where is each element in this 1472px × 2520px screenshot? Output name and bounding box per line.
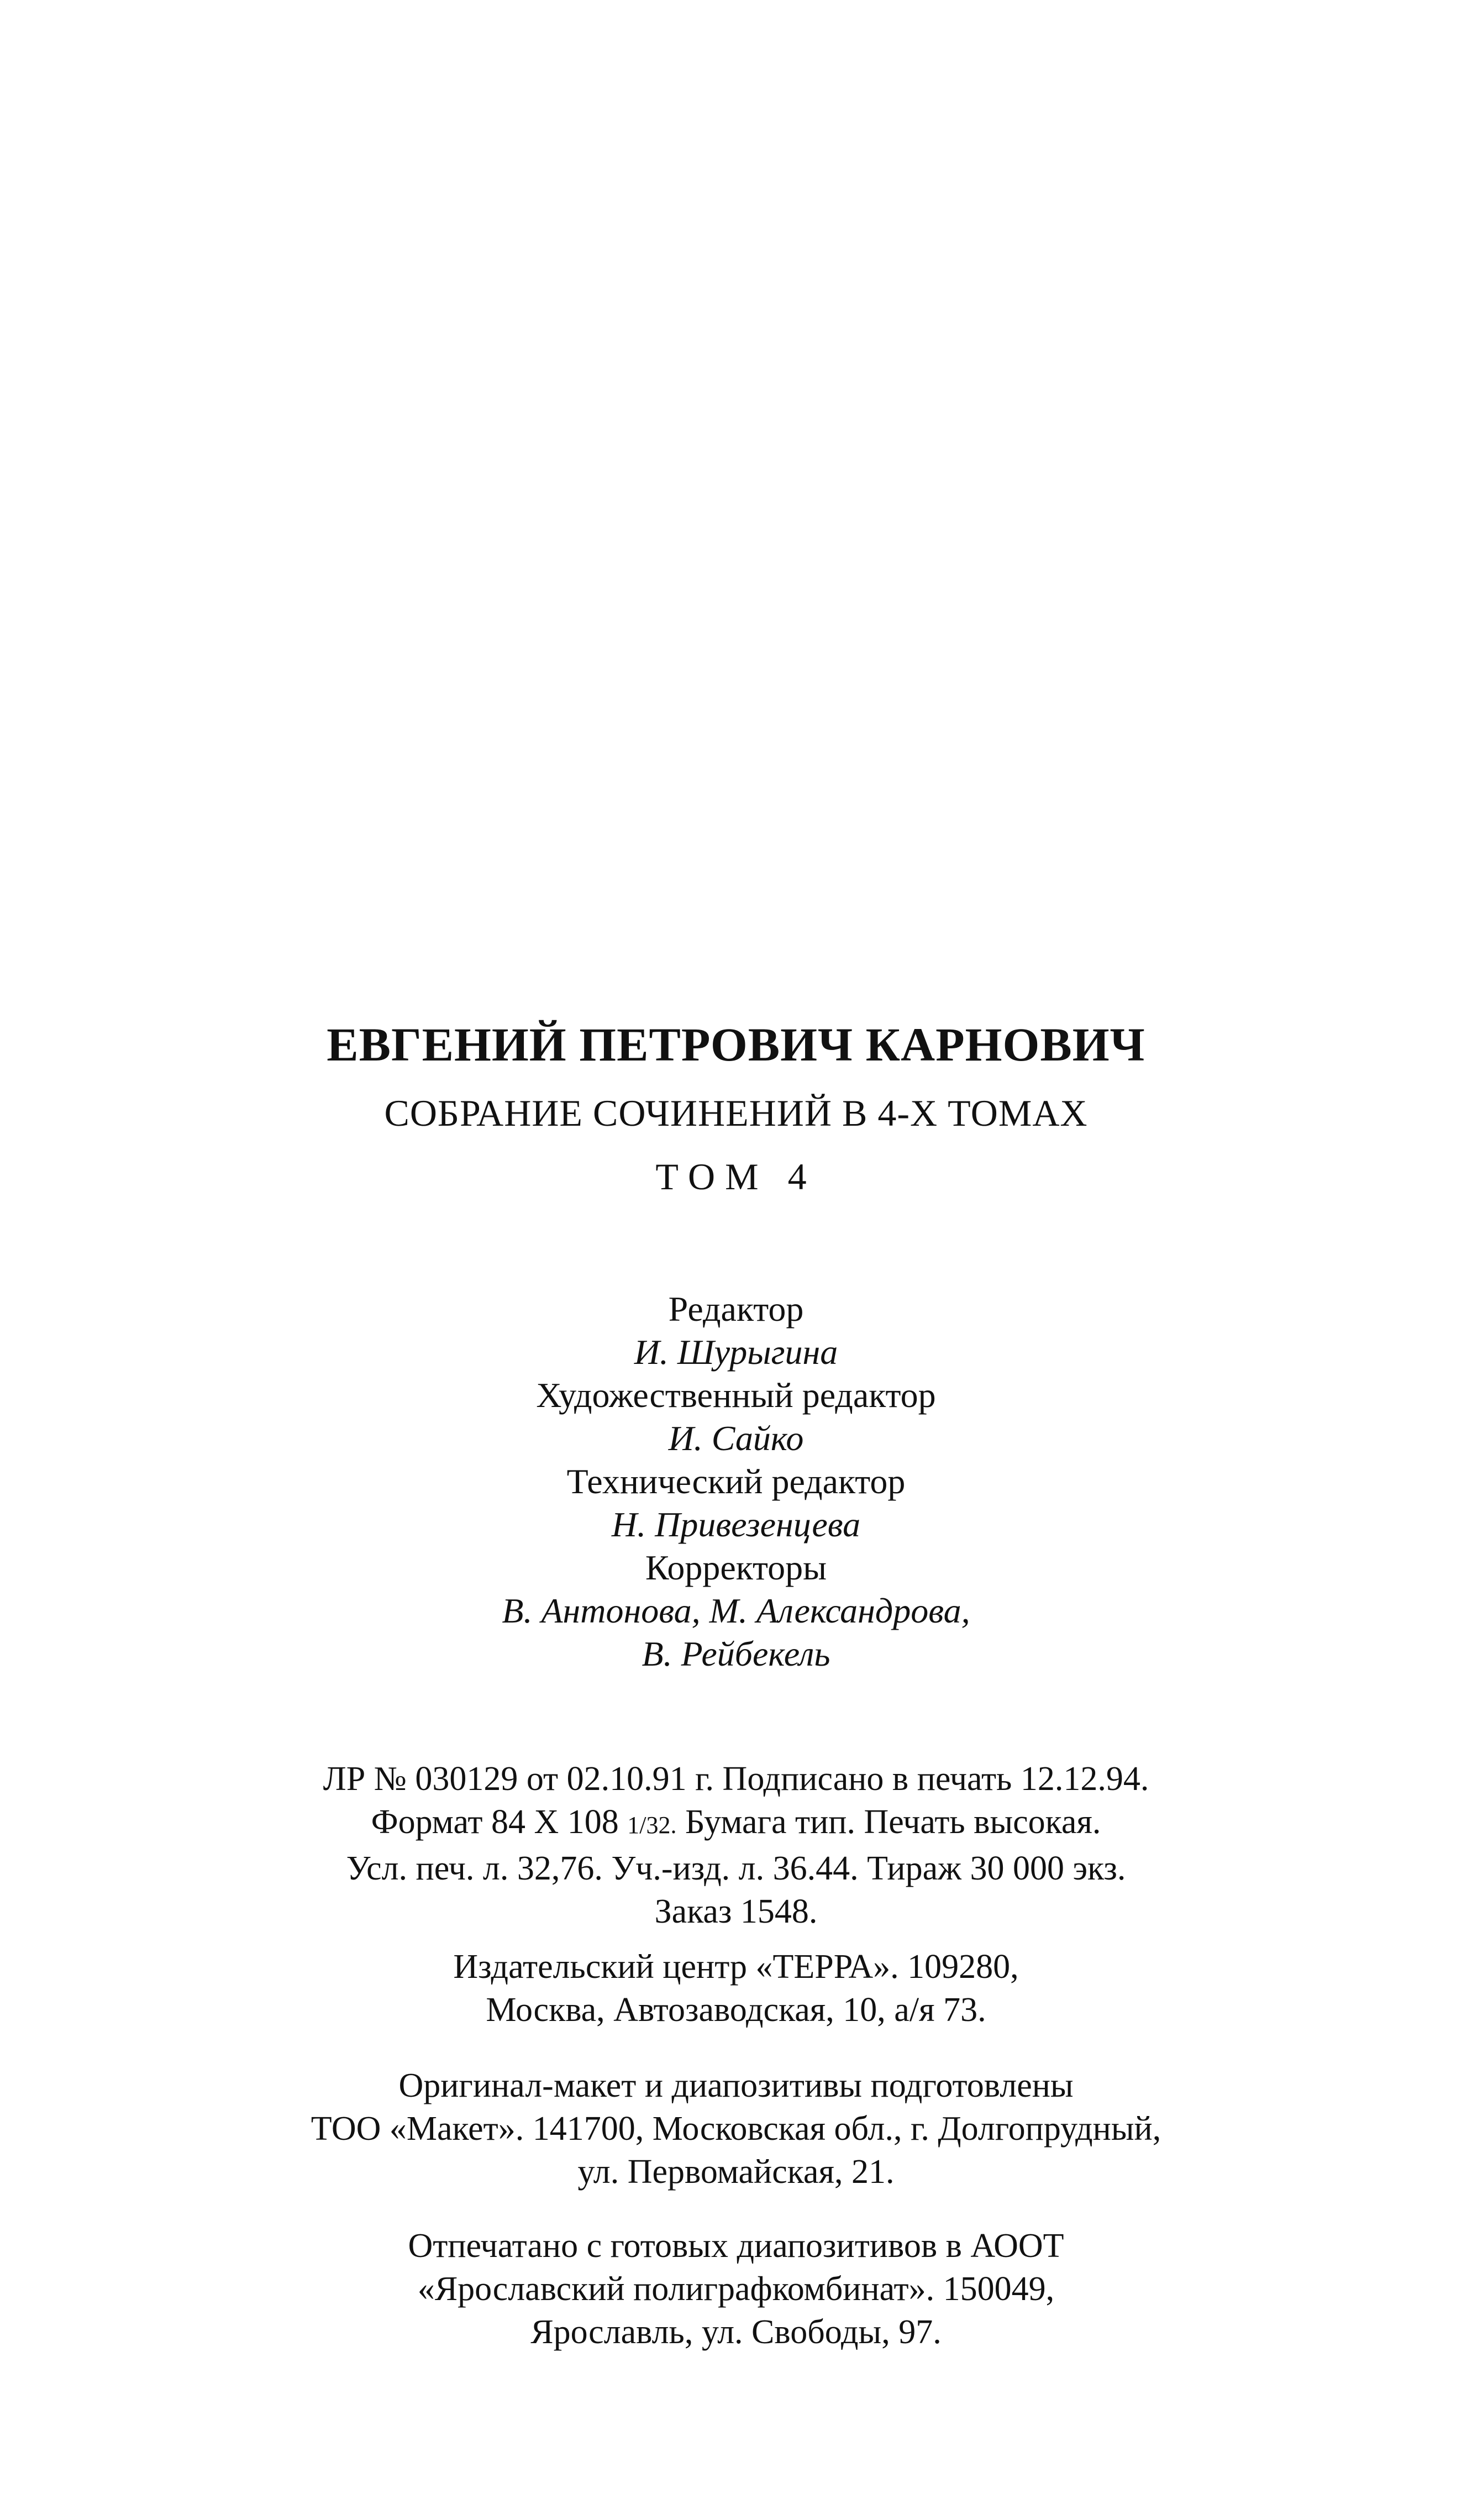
imprint-format-b: Бумага тип. Печать высокая. bbox=[676, 1803, 1101, 1841]
imprint-format-a: Формат 84 Х 108 bbox=[371, 1803, 628, 1841]
publisher-line-1: Издательский центр «ТЕРРА». 109280, bbox=[453, 1948, 1019, 1986]
layout-line-2: ТОО «Макет». 141700, Московская обл., г. Долгопрудный, bbox=[311, 2110, 1161, 2148]
volume-number-text: ТОМ 4 bbox=[655, 1156, 817, 1198]
publisher-address bbox=[0, 1945, 1472, 2031]
credit-person-editor: И. Шурыгина bbox=[634, 1332, 838, 1372]
author-name-text: ЕВГЕНИЙ ПЕТРОВИЧ КАРНОВИЧ bbox=[327, 1018, 1145, 1071]
imprint-license-line: ЛР № 030129 от 02.10.91 г. Подписано в печать 12.12.94. bbox=[323, 1760, 1149, 1798]
layout-credit bbox=[0, 2064, 1472, 2193]
collection-title-text: СОБРАНИЕ СОЧИНЕНИЙ В 4-Х ТОМАХ bbox=[384, 1092, 1088, 1134]
credit-person-art-editor: И. Сайко bbox=[668, 1419, 804, 1458]
volume-number bbox=[0, 1155, 1472, 1199]
printer-credit bbox=[0, 2224, 1472, 2354]
collection-title bbox=[0, 1091, 1472, 1135]
layout-line-3: ул. Первомайская, 21. bbox=[577, 2153, 895, 2191]
author-name bbox=[0, 1017, 1472, 1072]
imprint-order-line: Заказ 1548. bbox=[654, 1893, 818, 1930]
credit-person-proofreaders-1: В. Антонова, М. Александрова, bbox=[502, 1591, 970, 1630]
printer-line-1: Отпечатано с готовых диапозитивов в АООТ bbox=[408, 2227, 1064, 2265]
layout-line-1: Оригинал-макет и диапозитивы подготовлены bbox=[398, 2067, 1074, 2104]
credit-person-proofreaders-2: В. Рейбекель bbox=[642, 1634, 830, 1673]
printer-line-2: «Ярославский полиграфкомбинат». 150049, bbox=[417, 2270, 1055, 2308]
publisher-line-2: Москва, Автозаводская, 10, а/я 73. bbox=[486, 1991, 986, 2029]
credit-role-art-editor: Художественный редактор bbox=[536, 1376, 936, 1415]
credit-role-proofreaders: Корректоры bbox=[645, 1548, 827, 1587]
credits-list bbox=[0, 1288, 1472, 1676]
credit-role-editor: Редактор bbox=[668, 1289, 804, 1329]
imprint-sheets-line: Усл. печ. л. 32,76. Уч.-изд. л. 36.44. Тираж 30 000 экз. bbox=[346, 1850, 1126, 1887]
imprint-format-line bbox=[0, 1800, 1472, 1847]
imprint-format-fraction: 1/32. bbox=[627, 1812, 677, 1839]
printer-line-3: Ярославль, ул. Свободы, 97. bbox=[530, 2313, 942, 2351]
imprint-details bbox=[0, 1757, 1472, 1933]
credit-role-tech-editor: Технический редактор bbox=[566, 1462, 906, 1501]
credit-person-tech-editor: Н. Привезенцева bbox=[611, 1505, 861, 1544]
